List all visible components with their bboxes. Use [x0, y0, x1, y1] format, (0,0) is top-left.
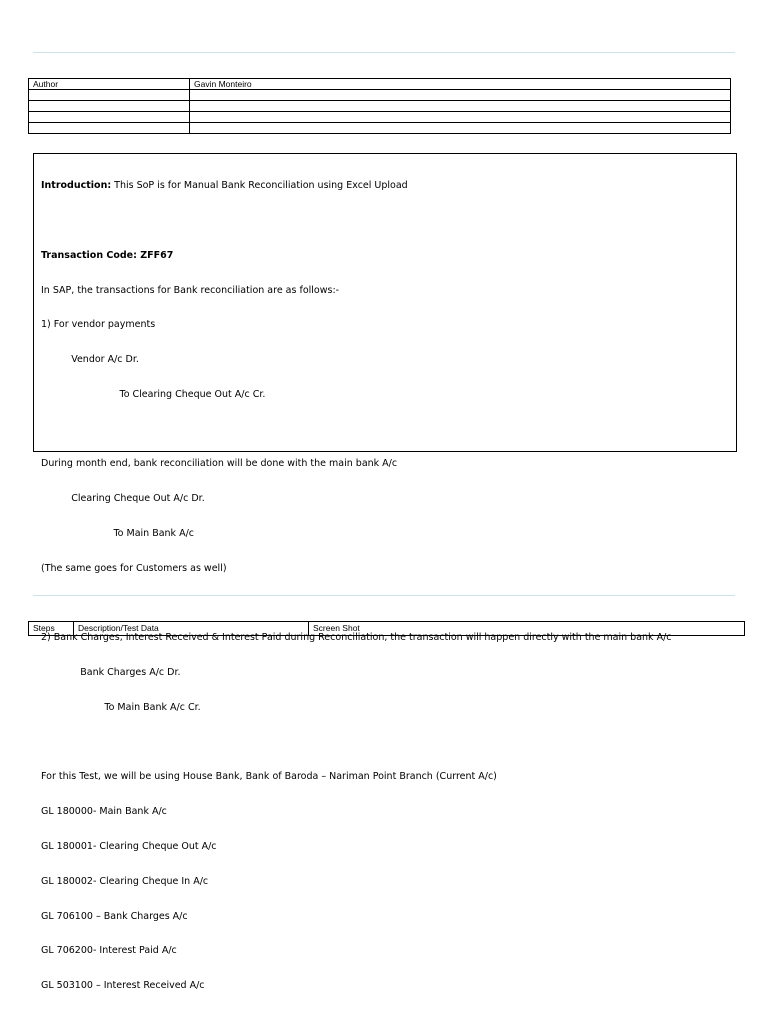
table-row — [29, 123, 731, 134]
table-cell — [29, 101, 190, 112]
table-cell — [29, 90, 190, 101]
table-header-row — [29, 622, 745, 636]
body-line: GL 180002- Clearing Cheque In A/c — [41, 875, 209, 887]
body-line: To Main Bank A/c Cr. — [41, 701, 201, 713]
transaction-code-line — [41, 250, 729, 262]
screenshot-header: Screen Shot — [309, 622, 745, 636]
body-line: GL 180000- Main Bank A/c — [41, 806, 167, 818]
table-cell — [190, 123, 731, 134]
body-line: To Main Bank A/c — [41, 528, 194, 539]
table-row — [29, 112, 731, 123]
table-row — [29, 79, 731, 90]
section-divider — [33, 595, 735, 596]
body-line: In SAP, the transactions for Bank reconciliation are as follows:- — [41, 284, 340, 296]
author-value: Gavin Monteiro — [190, 79, 731, 90]
body-line: GL 706100 – Bank Charges A/c — [41, 910, 188, 922]
body-line: (The same goes for Customers as well) — [41, 562, 227, 574]
table-cell — [190, 90, 731, 101]
body-line — [41, 737, 729, 749]
document-info-table — [28, 78, 731, 134]
body-line: GL 706200- Interest Paid A/c — [41, 945, 177, 957]
introduction-line — [41, 180, 729, 192]
body-line: To Clearing Cheque Out A/c Cr. — [41, 388, 266, 400]
blank-line — [41, 215, 729, 227]
body-line: During month end, bank reconciliation will be done with the main bank A/c — [41, 458, 398, 470]
transaction-code: Transaction Code: ZFF67 — [41, 249, 174, 261]
steps-header: Steps — [29, 622, 74, 636]
description-header: Description/Test Data — [74, 622, 309, 636]
body-line: 2) Bank Charges, Interest Received & Interest Paid during Reconciliation, the transaction will happen directly with the main bank A/c — [41, 632, 672, 644]
body-line: 1) For vendor payments — [41, 319, 156, 331]
top-divider — [33, 52, 735, 53]
body-line: Vendor A/c Dr. — [41, 354, 139, 366]
author-label: Author — [29, 79, 190, 90]
table-row — [29, 90, 731, 101]
body-line — [41, 598, 729, 610]
steps-table — [28, 621, 745, 636]
table-cell — [29, 123, 190, 134]
table-cell — [29, 112, 190, 123]
body-line: GL 503100 – Interest Received A/c — [41, 980, 205, 992]
introduction-text: This SoP is for Manual Bank Reconciliation using Excel Upload — [111, 180, 408, 192]
body-line: For this Test, we will be using House Bank, Bank of Baroda – Nariman Point Branch (Current A/c) — [41, 771, 497, 783]
body-line — [41, 424, 729, 436]
table-cell — [190, 112, 731, 123]
body-line: GL 180001- Clearing Cheque Out A/c — [41, 841, 217, 853]
table-cell — [190, 101, 731, 112]
body-line: Bank Charges A/c Dr. — [41, 667, 181, 679]
body-line: Clearing Cheque Out A/c Dr. — [41, 493, 205, 505]
introduction-label: Introduction: — [41, 180, 112, 192]
table-row — [29, 101, 731, 112]
